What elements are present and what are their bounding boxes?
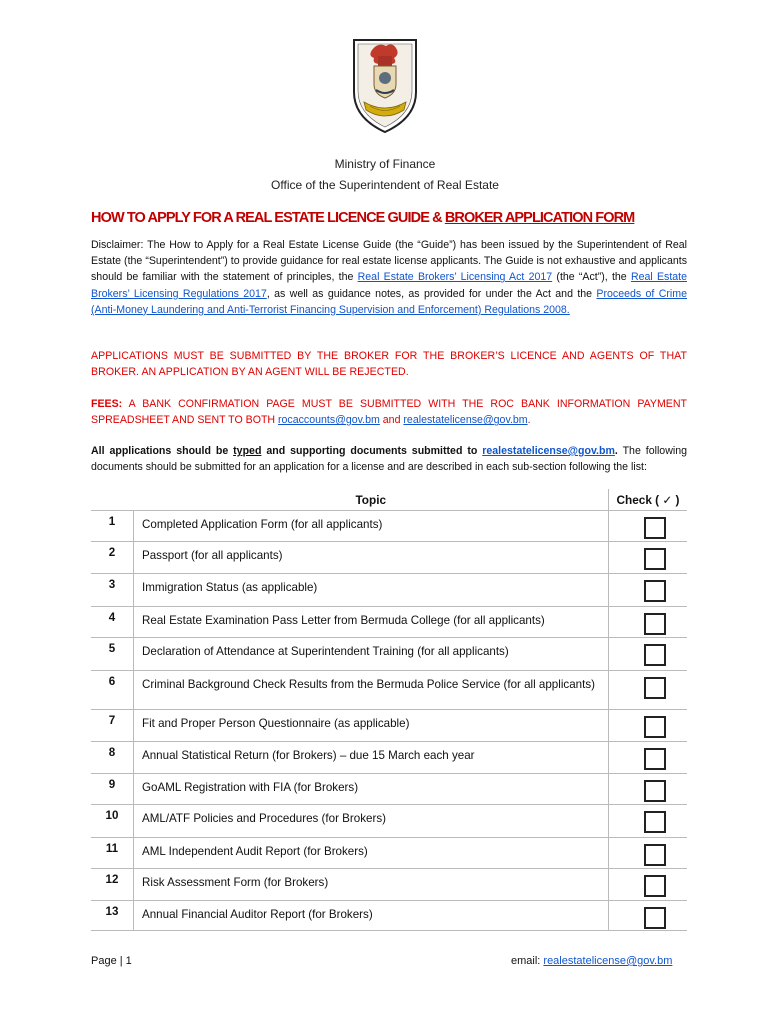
disclaimer-paragraph xyxy=(91,237,687,318)
table-row xyxy=(91,901,687,931)
title-part2: BROKER APPLICATION FORM xyxy=(444,210,635,226)
disclaimer-text-3: , as well as guidance notes, as provided for under the Act and the xyxy=(266,287,597,300)
topic-header: Topic xyxy=(355,492,387,507)
table-row xyxy=(91,742,687,774)
table-body xyxy=(91,511,687,931)
row-number: 10 xyxy=(91,805,134,838)
row-number: 12 xyxy=(91,869,134,901)
row-topic: Fit and Proper Person Questionnaire (as applicable) xyxy=(134,710,609,742)
document-title xyxy=(91,210,634,226)
num-header xyxy=(91,489,134,511)
row-topic: Completed Application Form (for all applicants) xyxy=(134,511,609,542)
fees-notice xyxy=(91,396,687,428)
row-topic: AML Independent Audit Report (for Brokers) xyxy=(134,838,609,869)
row-check-cell xyxy=(609,574,688,607)
row-number: 13 xyxy=(91,901,134,931)
row-number: 3 xyxy=(91,574,134,607)
row-topic: Real Estate Examination Pass Letter from Bermuda College (for all applicants) xyxy=(134,607,609,638)
act-link[interactable]: Real Estate Brokers’ Licensing Act 2017 xyxy=(357,271,553,284)
row-check-cell xyxy=(609,542,688,574)
row-check-cell xyxy=(609,774,688,805)
row-topic: AML/ATF Policies and Procedures (for Brokers) xyxy=(134,805,609,838)
office-name: Office of the Superintendent of Real Estate xyxy=(271,178,499,192)
footer-email xyxy=(511,955,672,967)
row-check-cell xyxy=(609,742,688,774)
page-number: Page | 1 xyxy=(91,955,132,967)
row-number: 6 xyxy=(91,671,134,710)
row-number: 11 xyxy=(91,838,134,869)
table-header-row xyxy=(91,489,687,511)
table-row xyxy=(91,607,687,638)
submission-instructions xyxy=(91,443,687,475)
rocaccounts-email-link[interactable]: rocaccounts@gov.bm xyxy=(278,414,380,427)
submission-dot: . xyxy=(614,445,618,457)
checkbox[interactable] xyxy=(644,780,666,802)
table-row xyxy=(91,774,687,805)
row-number: 5 xyxy=(91,638,134,671)
bermuda-coat-of-arms-logo xyxy=(350,36,420,138)
row-topic: Annual Statistical Return (for Brokers) – due 15 March each year xyxy=(134,742,609,774)
row-check-cell xyxy=(609,901,688,931)
typed-emphasis: typed xyxy=(233,445,262,457)
fees-text-2: and xyxy=(379,414,404,427)
fees-text-1: A BANK CONFIRMATION PAGE MUST BE SUBMITTED WITH THE ROC BANK INFORMATION PAYMENT SPREADSHEET AND SENT TO BOTH xyxy=(91,398,687,427)
check-header: Check ( ✓ ) xyxy=(609,489,688,511)
checkbox[interactable] xyxy=(644,844,666,866)
fees-label: FEES: xyxy=(91,398,123,410)
submission-rest: The following documents should be submitted for an application for a license and are described in each sub-section following the list: xyxy=(91,445,687,474)
table-row xyxy=(91,511,687,542)
submission-bold-1: All applications should be xyxy=(91,445,234,457)
checkbox[interactable] xyxy=(644,811,666,833)
checkbox[interactable] xyxy=(644,875,666,897)
row-topic: Annual Financial Auditor Report (for Brokers) xyxy=(134,901,609,931)
documents-checklist-table xyxy=(91,489,687,931)
footer-email-label: email: xyxy=(511,955,544,967)
row-number: 7 xyxy=(91,710,134,742)
submission-bold-2: and supporting documents submitted to xyxy=(261,445,483,457)
submission-email-link[interactable]: realestatelicense@gov.bm xyxy=(482,445,615,457)
checkbox[interactable] xyxy=(644,677,666,699)
row-check-cell xyxy=(609,638,688,671)
row-topic: Declaration of Attendance at Superintendent Training (for all applicants) xyxy=(134,638,609,671)
table-row xyxy=(91,574,687,607)
checkbox[interactable] xyxy=(644,644,666,666)
realestatelicense-email-link[interactable]: realestatelicense@gov.bm xyxy=(403,414,528,427)
table-row xyxy=(91,542,687,574)
checkbox[interactable] xyxy=(644,548,666,570)
row-number: 1 xyxy=(91,511,134,542)
row-number: 4 xyxy=(91,607,134,638)
fees-text-3: . xyxy=(527,414,531,427)
table-row xyxy=(91,710,687,742)
row-check-cell xyxy=(609,671,688,710)
proceeds-of-crime-link[interactable]: Proceeds of Crime (Anti-Money Laundering and Anti-Terrorist Financing Supervision and Enforcement) Regulations 2008. xyxy=(91,287,687,316)
row-topic: GoAML Registration with FIA (for Brokers) xyxy=(134,774,609,805)
table-row xyxy=(91,869,687,901)
row-check-cell xyxy=(609,607,688,638)
applications-notice: APPLICATIONS MUST BE SUBMITTED BY THE BROKER FOR THE BROKER’S LICENCE AND AGENTS OF THAT BROKER. AN APPLICATION BY AN AGENT WILL BE REJECTED. xyxy=(91,350,687,379)
checkbox[interactable] xyxy=(644,716,666,738)
row-check-cell xyxy=(609,511,688,542)
row-check-cell xyxy=(609,869,688,901)
checkbox[interactable] xyxy=(644,517,666,539)
footer-email-link[interactable]: realestatelicense@gov.bm xyxy=(543,955,673,967)
table-row xyxy=(91,638,687,671)
row-check-cell xyxy=(609,710,688,742)
disclaimer-text-2: (the “Act”), the xyxy=(552,271,631,284)
row-number: 8 xyxy=(91,742,134,774)
row-topic: Passport (for all applicants) xyxy=(134,542,609,574)
checkbox[interactable] xyxy=(644,748,666,770)
row-number: 2 xyxy=(91,542,134,574)
title-part1: HOW TO APPLY FOR A REAL ESTATE LICENCE GUIDE & xyxy=(91,210,445,226)
row-number: 9 xyxy=(91,774,134,805)
disclaimer-text-1: Disclaimer: The How to Apply for a Real Estate License Guide (the “Guide”) has been issued by the Superintendent of Real Estate (the “Superintendent”) to provide guidance for real estate license applicants. The Guide is not exhaustive and applicants should be familiar with the statement of principles, the xyxy=(91,239,687,284)
row-check-cell xyxy=(609,838,688,869)
row-check-cell xyxy=(609,805,688,838)
regulations-link[interactable]: Real Estate Brokers’ Licensing Regulations 2017 xyxy=(91,271,688,300)
row-topic: Risk Assessment Form (for Brokers) xyxy=(134,869,609,901)
row-topic: Criminal Background Check Results from the Bermuda Police Service (for all applicants) xyxy=(134,671,609,710)
checkbox[interactable] xyxy=(644,613,666,635)
checkbox[interactable] xyxy=(644,580,666,602)
table-row xyxy=(91,805,687,838)
ministry-name: Ministry of Finance xyxy=(334,157,436,171)
checkbox[interactable] xyxy=(644,907,666,929)
table-row xyxy=(91,671,687,710)
row-topic: Immigration Status (as applicable) xyxy=(134,574,609,607)
table-row xyxy=(91,838,687,869)
